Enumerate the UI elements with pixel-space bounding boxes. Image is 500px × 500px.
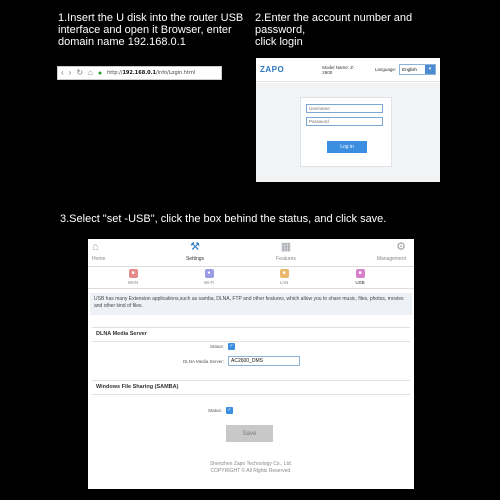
chevron-down-icon: ▾ [425,65,435,74]
forward-icon[interactable]: › [68,68,72,77]
menu-settings-label: Settings [185,256,205,262]
lan-icon: ■ [280,269,289,278]
language-label: Language: [374,67,397,72]
tab-lan-label: LAN [279,280,289,285]
menu-management[interactable] [366,241,406,262]
step2-instruction: 2.Enter the account number and password, click login [255,12,413,48]
divider [92,380,410,381]
reload-icon[interactable]: ↻ [76,68,84,77]
usb-info-text: USB has many Extension applications,such as samba, DLNA, FTP and other features, which allow you to share music, files, photos, movies and other kind of files. [90,293,412,315]
tab-lan[interactable] [269,269,299,285]
home-icon[interactable]: ⌂ [88,68,93,77]
samba-status-checkbox[interactable]: ✓ [227,407,232,413]
password-input[interactable] [306,117,383,126]
settings-subtabs [88,267,414,289]
menu-features[interactable] [274,241,298,262]
step3-instruction: 3.Select "set -USB", click the box behind the status, and click save. [60,213,387,225]
back-icon[interactable]: ‹ [61,68,64,77]
dlna-status-label: Status: [209,344,224,349]
login-button[interactable]: Log in [327,141,367,153]
divider [92,394,410,395]
divider [92,341,410,342]
usb-icon: ■ [356,269,365,278]
main-menu [88,239,414,267]
step1-instruction: 1.Insert the U disk into the router USB interface and open it Browser, enter domain name 192.168.0.1 [58,12,244,48]
url-prefix: http:// [107,70,123,76]
menu-features-label: Features [276,256,296,262]
footer-company: Shenzhen Zapo Technology Co., Ltd. [209,461,293,467]
tab-usb[interactable] [345,269,375,285]
browser-address-bar[interactable] [57,66,222,80]
divider [92,327,410,328]
router-settings-panel [88,239,414,489]
model-name: Model Name: Z-2600 [322,64,355,75]
home-icon: ⌂ [92,241,99,253]
menu-home[interactable] [92,241,112,262]
dlna-server-label: DLNA Media Server: [182,359,224,364]
url-path: /info/Login.html [155,70,196,76]
dlna-section-title: DLNA Media Server [96,331,147,337]
language-value: English [402,67,417,72]
username-input[interactable] [306,104,383,113]
dlna-server-input[interactable] [228,356,300,366]
login-panel [256,58,440,182]
login-body [256,83,440,182]
dlna-status-checkbox[interactable]: ✓ [229,343,234,349]
tab-wan[interactable] [118,269,148,285]
samba-status-label: Status: [207,408,222,413]
footer-copyright: COPYRIGHT © All Rights Reserved. [210,468,292,474]
wifi-icon: ● [205,269,214,278]
url-host: 192.168.0.1 [122,70,156,76]
secure-lock-icon: ● [97,69,103,77]
save-button[interactable]: Save [226,425,273,442]
login-header [256,58,440,82]
wan-icon: ■ [129,269,138,278]
gear-icon: ⚙ [396,241,406,253]
tab-wifi[interactable] [194,269,224,285]
menu-home-label: Home [92,256,106,262]
language-select[interactable] [399,64,436,75]
menu-management-label: Management [376,256,406,262]
login-card [300,97,392,167]
url-text[interactable] [107,70,195,76]
menu-settings[interactable] [183,241,207,262]
grid-icon: ▦ [280,241,292,253]
footer [88,461,414,475]
tab-wifi-label: Wi-Fi [203,280,215,285]
brand-logo: ZAPO [260,65,285,74]
tab-usb-label: USB [355,280,365,285]
samba-section-title: Windows File Sharing (SAMBA) [96,384,179,390]
wrench-icon: ⚒ [190,241,200,253]
tab-wan-label: WAN [127,280,139,285]
